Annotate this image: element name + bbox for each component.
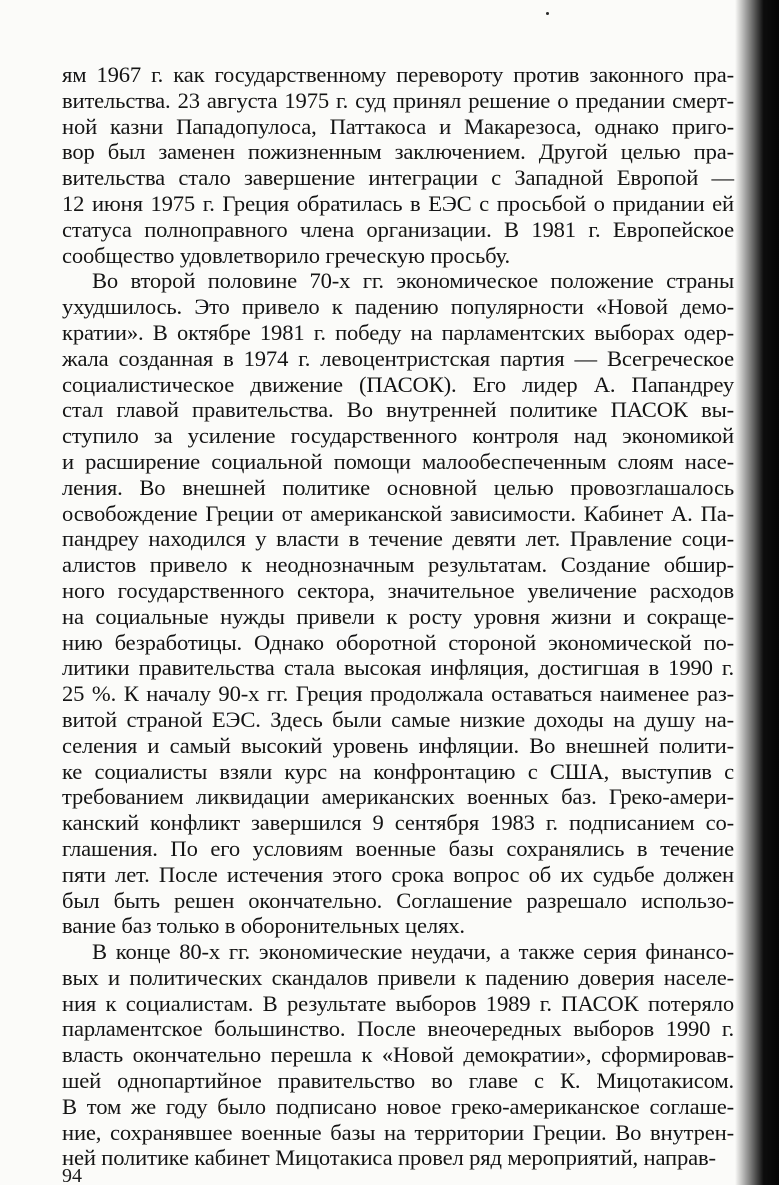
text-line: ной казни Пападопулоса, Паттакоса и Макарезоса, однако приго- [62, 113, 734, 139]
text-line: вых и политических скандалов привели к падению доверия населе- [62, 964, 734, 990]
text-line: Во второй половине 70-х гг. экономическое положение страны [92, 268, 734, 294]
text-line: шей однопартийное правительство во главе с К. Мицотакисом. [62, 1068, 734, 1094]
text-line: освобождение Греции от американской зависимости. Кабинет А. Па- [62, 500, 734, 526]
text-line: стал главой правительства. Во внутренней политике ПАСОК вы- [62, 397, 734, 423]
text-line: ухудшилось. Это привело к падению популярности «Новой демо- [62, 294, 734, 320]
text-line: требованием ликвидации американских военных баз. Греко-амери- [62, 784, 734, 810]
text-line: ям 1967 г. как государственному перевороту против законного пра- [62, 62, 734, 87]
text-line: ке социалисты взяли курс на конфронтацию с США, выступив с [62, 758, 734, 784]
text-line: статуса полноправного члена организации. В 1981 г. Европейское [62, 216, 734, 242]
text-line: витой страной ЕЭС. Здесь были самые низкие доходы на душу на- [62, 706, 734, 732]
paragraph [62, 62, 734, 268]
text-line: был быть решен окончательно. Соглашение разрешало использо- [62, 887, 734, 913]
dust-speck [546, 12, 549, 15]
text-line: вительства. 23 августа 1975 г. суд принял решение о предании смерт- [62, 87, 734, 113]
text-line: вительства стало завершение интеграции с Западной Европой — [62, 165, 734, 191]
text-line: пандреу находился у власти в течение девяти лет. Правление соци- [62, 526, 734, 552]
text-line: сообщество удовлетворило греческую просьбу. [62, 242, 511, 268]
text-line: литики правительства стала высокая инфляция, достигшая в 1990 г. [62, 655, 734, 681]
paragraph [62, 268, 734, 939]
text-line: вор был заменен пожизненным заключением. Другой целью пра- [62, 139, 734, 165]
text-line: социалистическое движение (ПАСОК). Его лидер А. Папандреу [62, 371, 734, 397]
page-edge-shadow [735, 0, 779, 1185]
text-line: ления. Во внешней политике основной целью провозглашалось [62, 474, 734, 500]
text-line: глашения. По его условиям военные базы сохранялись в течение [62, 835, 734, 861]
text-line: алистов привело к неоднозначным результатам. Создание обшир- [62, 552, 734, 578]
text-line: ступило за усиление государственного контроля над экономикой [62, 423, 734, 449]
text-line: и расширение социальной помощи малообеспеченным слоям насе- [62, 448, 734, 474]
text-line: пяти лет. После истечения этого срока вопрос об их судьбе должен [62, 861, 734, 887]
text-line: нию безработицы. Однако оборотной стороной экономической по- [62, 629, 734, 655]
text-line: на социальные нужды привели к росту уровня жизни и сокраще- [62, 603, 734, 629]
text-line: селения и самый высокий уровень инфляции. Во внешней полити- [62, 732, 734, 758]
text-line: В конце 80-х гг. экономические неудачи, а также серия финансо- [92, 939, 734, 965]
text-line: ного государственного сектора, значительное увеличение расходов [62, 577, 734, 603]
paragraph [62, 939, 734, 1171]
page-number: 94 [62, 1165, 82, 1187]
text-line: парламентское большинство. После внеочередных выборов 1990 г. [62, 1016, 734, 1042]
body-text [62, 62, 734, 1171]
text-line: ния к социалистам. В результате выборов 1989 г. ПАСОК потеряло [62, 990, 734, 1016]
text-line: 12 июня 1975 г. Греция обратилась в ЕЭС с просьбой о придании ей [62, 190, 734, 216]
text-line: жала созданная в 1974 г. левоцентристская партия — Всегреческое [62, 345, 734, 371]
text-line: канский конфликт завершился 9 сентября 1983 г. подписанием со- [62, 810, 734, 836]
text-line: ние, сохранявшее военные базы на территории Греции. Во внутрен- [62, 1119, 734, 1145]
text-line: ней политике кабинет Мицотакиса провел ряд мероприятий, направ- [62, 1145, 716, 1171]
text-line: власть окончательно перешла к «Новой демократии», сформировав- [62, 1042, 734, 1068]
text-line: В том же году было подписано новое греко-американское соглаше- [62, 1093, 734, 1119]
text-line: кратии». В октябре 1981 г. победу на парламентских выборах одер- [62, 319, 734, 345]
text-line: 25 %. К началу 90-х гг. Греция продолжала оставаться наименее раз- [62, 681, 734, 707]
text-line: вание баз только в оборонительных целях. [62, 913, 465, 939]
